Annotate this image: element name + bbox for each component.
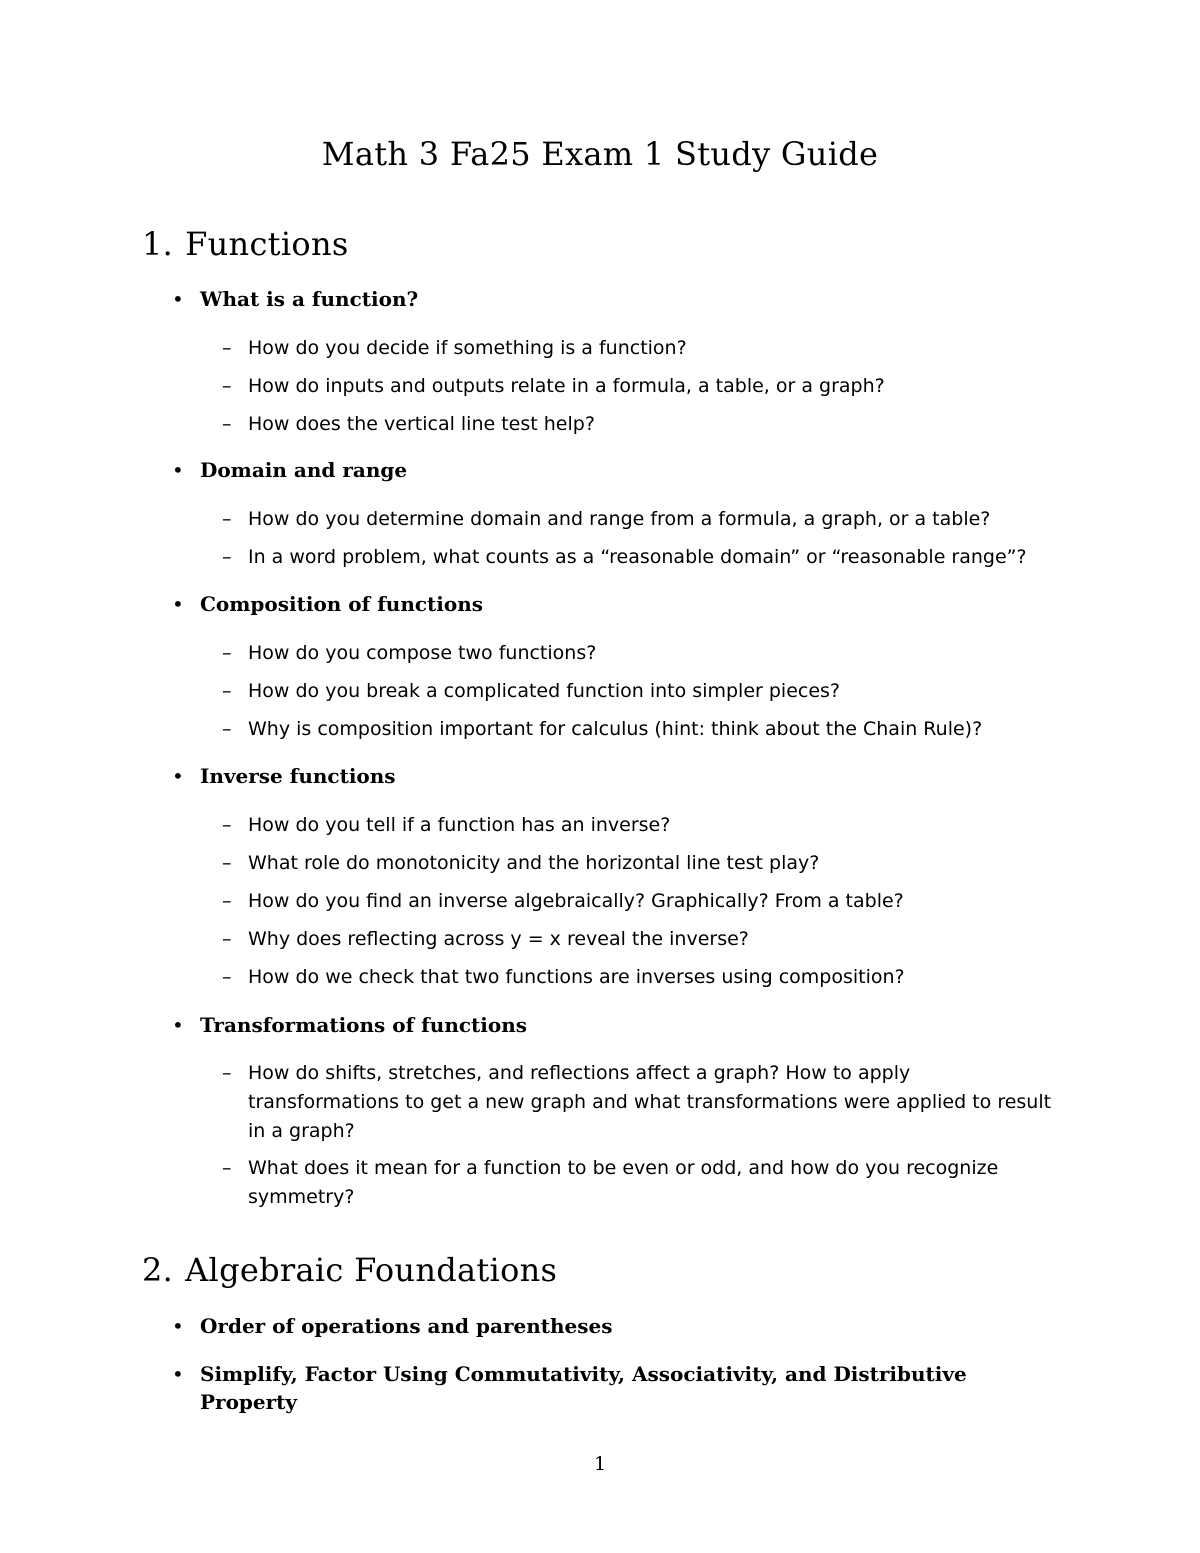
question-text: Why is composition important for calculus (hint: think about the Chain Rule)? <box>248 718 983 740</box>
question-text: How do you break a complicated function into simpler pieces? <box>248 680 841 702</box>
bullet-icon: • <box>172 764 184 788</box>
dash-icon: – <box>222 508 232 530</box>
question-text: How do you compose two functions? <box>248 642 597 664</box>
question-text: How do shifts, stretches, and reflections affect a graph? How to apply transformations to get a new graph and what transformations were applied to result in a graph? <box>248 1062 1052 1142</box>
dash-icon: – <box>222 546 232 568</box>
dash-icon: – <box>222 928 232 950</box>
question-item <box>222 849 1060 878</box>
topic-simplify-factor <box>172 1360 1060 1416</box>
question-item <box>222 1154 1060 1212</box>
question-item <box>222 410 1060 439</box>
question-item <box>222 1059 1060 1146</box>
dash-icon: – <box>222 852 232 874</box>
dash-icon: – <box>222 718 232 740</box>
topic-composition-of-functions <box>172 590 1060 618</box>
topic-transformations-of-functions <box>172 1011 1060 1039</box>
topic-label: What is a function? <box>200 287 419 311</box>
topic-label: Inverse functions <box>200 764 396 788</box>
question-item <box>222 372 1060 401</box>
section-number: 2. <box>142 1251 174 1289</box>
dash-icon: – <box>222 966 232 988</box>
section-title: Algebraic Foundations <box>185 1251 558 1289</box>
dash-icon: – <box>222 890 232 912</box>
dash-icon: – <box>222 680 232 702</box>
question-item <box>222 505 1060 534</box>
topic-what-is-a-function <box>172 285 1060 313</box>
question-item <box>222 639 1060 668</box>
question-text: How do you determine domain and range from a formula, a graph, or a table? <box>248 508 991 530</box>
question-text: What role do monotonicity and the horizontal line test play? <box>248 852 820 874</box>
question-text: What does it mean for a function to be even or odd, and how do you recognize symmetry? <box>248 1157 999 1208</box>
question-text: How do you find an inverse algebraically? Graphically? From a table? <box>248 890 904 912</box>
bullet-icon: • <box>172 287 184 311</box>
dash-icon: – <box>222 1062 232 1084</box>
question-text: How does the vertical line test help? <box>248 413 595 435</box>
bullet-icon: • <box>172 1362 184 1386</box>
topic-domain-and-range <box>172 456 1060 484</box>
question-item <box>222 811 1060 840</box>
dash-icon: – <box>222 337 232 359</box>
topic-label: Simplify, Factor Using Commutativity, Associativity, and Distributive Property <box>200 1362 967 1414</box>
question-item <box>222 963 1060 992</box>
bullet-icon: • <box>172 592 184 616</box>
question-item <box>222 677 1060 706</box>
dash-icon: – <box>222 642 232 664</box>
topic-label: Domain and range <box>200 458 408 482</box>
section-number: 1. <box>142 225 174 263</box>
question-item <box>222 887 1060 916</box>
topic-label: Composition of functions <box>200 592 484 616</box>
question-item <box>222 925 1060 954</box>
topic-label: Order of operations and parentheses <box>200 1314 613 1338</box>
question-text: Why does reflecting across y = x reveal the inverse? <box>248 928 749 950</box>
bullet-icon: • <box>172 458 184 482</box>
question-text: How do we check that two functions are inverses using composition? <box>248 966 905 988</box>
question-text: In a word problem, what counts as a “reasonable domain” or “reasonable range”? <box>248 546 1027 568</box>
topic-order-of-operations <box>172 1312 1060 1340</box>
question-text: How do you tell if a function has an inverse? <box>248 814 671 836</box>
question-text: How do you decide if something is a function? <box>248 337 687 359</box>
dash-icon: – <box>222 814 232 836</box>
question-item <box>222 543 1060 572</box>
dash-icon: – <box>222 413 232 435</box>
topic-inverse-functions <box>172 762 1060 790</box>
question-item <box>222 715 1060 744</box>
dash-icon: – <box>222 375 232 397</box>
document-title: Math 3 Fa25 Exam 1 Study Guide <box>321 135 879 173</box>
topic-label: Transformations of functions <box>200 1013 528 1037</box>
section-title: Functions <box>185 225 349 263</box>
question-text: How do inputs and outputs relate in a formula, a table, or a graph? <box>248 375 885 397</box>
dash-icon: – <box>222 1157 232 1179</box>
bullet-icon: • <box>172 1013 184 1037</box>
bullet-icon: • <box>172 1314 184 1338</box>
page-number: 1 <box>593 1453 607 1475</box>
section-heading-functions <box>142 224 349 264</box>
question-item <box>222 334 1060 363</box>
section-heading-algebraic-foundations <box>142 1250 557 1290</box>
